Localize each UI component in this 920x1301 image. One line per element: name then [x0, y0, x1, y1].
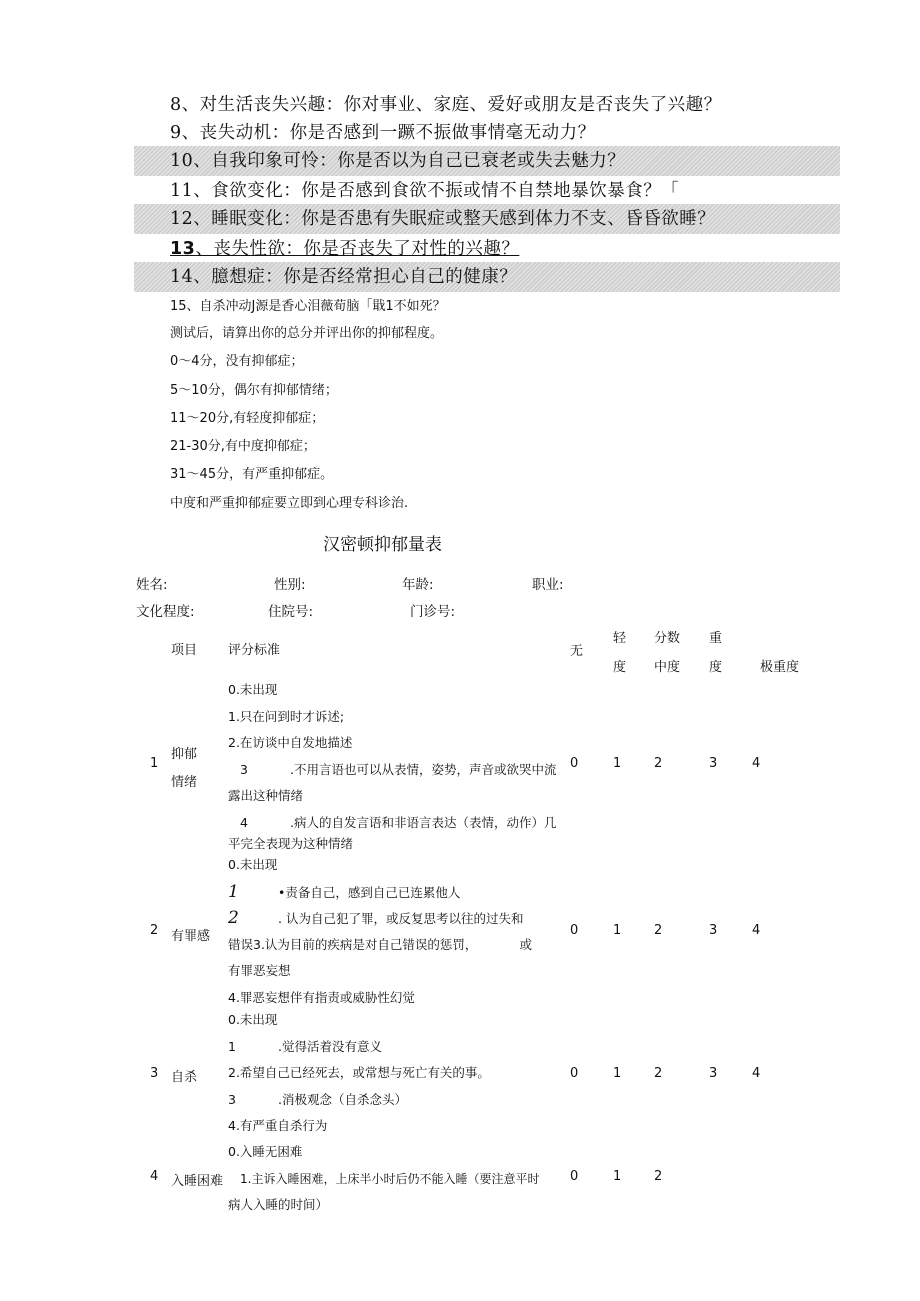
row-1-score-none: 0 [570, 756, 579, 771]
row-3-criterion-2: 2.希望自己已经死去，或常想与死亡有关的事。 [228, 1065, 490, 1080]
row-3-criterion-3-num: 3 [228, 1091, 236, 1107]
row-2-score-mild: 1 [613, 923, 622, 938]
row-2-score-none: 0 [570, 923, 579, 938]
scoring-level-5: 31～45分，有严重抑郁症。 [170, 467, 334, 482]
row-2-criteria [228, 852, 568, 1008]
row-4-score-mild: 1 [613, 1169, 622, 1184]
question-13 [134, 234, 840, 264]
row-4-criterion-1: 1.主诉入睡困难，上床半小时后仍不能入睡（要注意平时 [240, 1171, 540, 1186]
row-4-criteria [228, 1139, 573, 1219]
row-2-score-moderate: 2 [654, 923, 663, 938]
row-2-criterion-0: 0.未出现 [228, 857, 278, 872]
row-2-score-severe: 3 [709, 923, 718, 938]
row-3-criterion-1-num: 1 [228, 1038, 236, 1054]
row-1-item-b: 情绪 [171, 775, 198, 790]
header-criteria: 评分标准 [228, 643, 281, 658]
row-3-criterion-0: 0.未出现 [228, 1012, 278, 1027]
header-none: 无 [570, 644, 584, 659]
gender-field-label: 性别: [274, 577, 306, 593]
row-1-criteria [228, 677, 568, 853]
row-4-number: 4 [150, 1169, 159, 1184]
question-8-text: 8、对生活丧失兴趣：你对事业、家庭、爱好或朋友是否丧失了兴趣？ [170, 95, 722, 115]
row-2-criterion-1-text: •责备自己，感到自己已连累他人 [278, 884, 461, 900]
row-2-criterion-1-num: 1 [228, 881, 239, 902]
row-3-criterion-4: 4.有严重自杀行为 [228, 1118, 328, 1133]
row-3-criterion-1-text: .觉得活着没有意义 [278, 1038, 382, 1054]
header-extreme: 极重度 [760, 660, 800, 675]
row-2-criterion-3c: 有罪恶妄想 [228, 963, 291, 978]
row-4-criterion-0: 0.入睡无困难 [228, 1144, 303, 1159]
row-1-criterion-2: 2.在访谈中自发地描述 [228, 735, 353, 750]
row-2-criterion-3-text: 错误3.认为目前的疾病是对自己错误的惩罚， [228, 936, 478, 952]
question-13-text: 、丧失性欲：你是否丧失了对性的兴趣？ [195, 239, 520, 259]
row-1-number: 1 [150, 756, 159, 771]
row-4-item: 入睡困难 [171, 1174, 224, 1189]
row-1-score-moderate: 2 [654, 756, 663, 771]
question-10-text: 10、自我印象可怜：你是否以为自己已衰老或失去魅力？ [170, 151, 626, 171]
question-14 [134, 262, 840, 292]
row-1-score-mild: 1 [613, 756, 622, 771]
row-3-score-extreme: 4 [752, 1066, 761, 1081]
header-item: 项目 [171, 643, 198, 658]
question-15: 15、自杀冲动J源是香心泪薇荀脑「戢1不如死？ [170, 299, 446, 314]
row-1-criterion-4-num: 4 [240, 814, 248, 830]
row-4-score-none: 0 [570, 1169, 579, 1184]
row-3-criteria [228, 1007, 568, 1139]
scoring-level-1: 0～4分，没有抑郁症； [170, 354, 304, 369]
scoring-level-2: 5～10分，偶尔有抑郁情绪； [170, 383, 338, 398]
question-11 [134, 176, 840, 206]
row-3-score-moderate: 2 [654, 1066, 663, 1081]
row-1-score-severe: 3 [709, 756, 718, 771]
outpatient-field-label: 门诊号: [410, 604, 456, 620]
row-1-criterion-4-text: .病人的自发言语和非语言表达（表情，动作）几 [290, 814, 557, 830]
row-4-criterion-2: 病人入睡的时间） [228, 1197, 329, 1212]
row-1-criterion-3-num: 3 [240, 761, 248, 777]
header-moderate: 中度 [654, 660, 681, 675]
row-1-criterion-4 [228, 810, 568, 837]
header-mild-bottom: 度 [613, 660, 627, 675]
header-score-top: 分数 [654, 631, 681, 646]
scoring-note: 中度和严重抑郁症要立即到心理专科诊治. [170, 496, 409, 511]
age-field-label: 年龄: [402, 577, 434, 593]
row-2-score-extreme: 4 [752, 923, 761, 938]
row-1-criterion-3b: 露出这种情绪 [228, 788, 304, 803]
scoring-level-3: 11～20分,有轻度抑郁症； [170, 411, 325, 426]
scale-title: 汉密顿抑郁量表 [323, 535, 442, 555]
row-1-criterion-4b: 平完全表现为这种情绪 [228, 836, 354, 851]
row-2-criterion-1 [228, 879, 568, 906]
row-2-criterion-2 [228, 905, 568, 932]
scoring-intro: 测试后，请算出你的总分并评出你的抑郁程度。 [170, 326, 444, 341]
education-field-label: 文化程度: [136, 604, 195, 620]
row-4-score-moderate: 2 [654, 1169, 663, 1184]
row-3-score-severe: 3 [709, 1066, 718, 1081]
header-severe-top: 重 [709, 631, 723, 646]
row-1-criterion-3-text: .不用言语也可以从表情，姿势，声音或欲哭中流 [290, 761, 557, 777]
row-2-number: 2 [150, 923, 159, 938]
row-1-criterion-3 [228, 757, 568, 784]
job-field-label: 职业: [532, 577, 564, 593]
row-2-item: 有罪感 [171, 929, 211, 944]
question-9 [134, 118, 840, 148]
row-1-criterion-1: 1.只在问到时才诉述; [228, 708, 345, 724]
question-13-number: 13 [170, 239, 196, 259]
question-10 [134, 146, 840, 176]
row-3-criterion-1 [228, 1034, 568, 1061]
row-2-criterion-2-text: . 认为自己犯了罪，或反复思考以往的过失和 [278, 911, 524, 926]
row-3-score-none: 0 [570, 1066, 579, 1081]
scoring-level-4: 21-30分,有中度抑郁症； [170, 439, 316, 454]
question-12 [134, 204, 840, 234]
row-3-number: 3 [150, 1066, 159, 1081]
question-8 [134, 90, 840, 120]
row-1-score-extreme: 4 [752, 756, 761, 771]
header-mild-top: 轻 [613, 631, 627, 646]
row-1-item-a: 抑郁 [171, 747, 198, 762]
row-2-criterion-3-tail: 或 [519, 936, 532, 952]
row-1-criterion-0: 0.未出现 [228, 682, 278, 697]
name-field-label: 姓名: [136, 577, 168, 593]
row-3-item: 自杀 [171, 1070, 198, 1085]
row-2-criterion-3 [228, 932, 568, 959]
question-11-text: 11、食欲变化：你是否感到食欲不振或情不自禁地暴饮暴食？「 [170, 181, 680, 201]
question-9-text: 9、丧失动机：你是否感到一蹶不振做事情毫无动力？ [170, 123, 596, 143]
inpatient-field-label: 住院号: [268, 604, 314, 620]
row-3-criterion-3-text: .消极观念（自杀念头） [278, 1091, 407, 1107]
question-12-text: 12、睡眠变化：你是否患有失眠症或整天感到体力不支、昏昏欲睡？ [170, 209, 716, 229]
row-2-criterion-2-num: 2 [228, 908, 239, 928]
header-severe-bottom: 度 [709, 660, 723, 675]
row-3-score-mild: 1 [613, 1066, 622, 1081]
row-2-criterion-4: 4.罪恶妄想伴有指责或威胁性幻觉 [228, 989, 415, 1005]
row-3-criterion-3 [228, 1087, 568, 1114]
question-14-text: 14、臆想症：你是否经常担心自己的健康？ [170, 267, 518, 287]
